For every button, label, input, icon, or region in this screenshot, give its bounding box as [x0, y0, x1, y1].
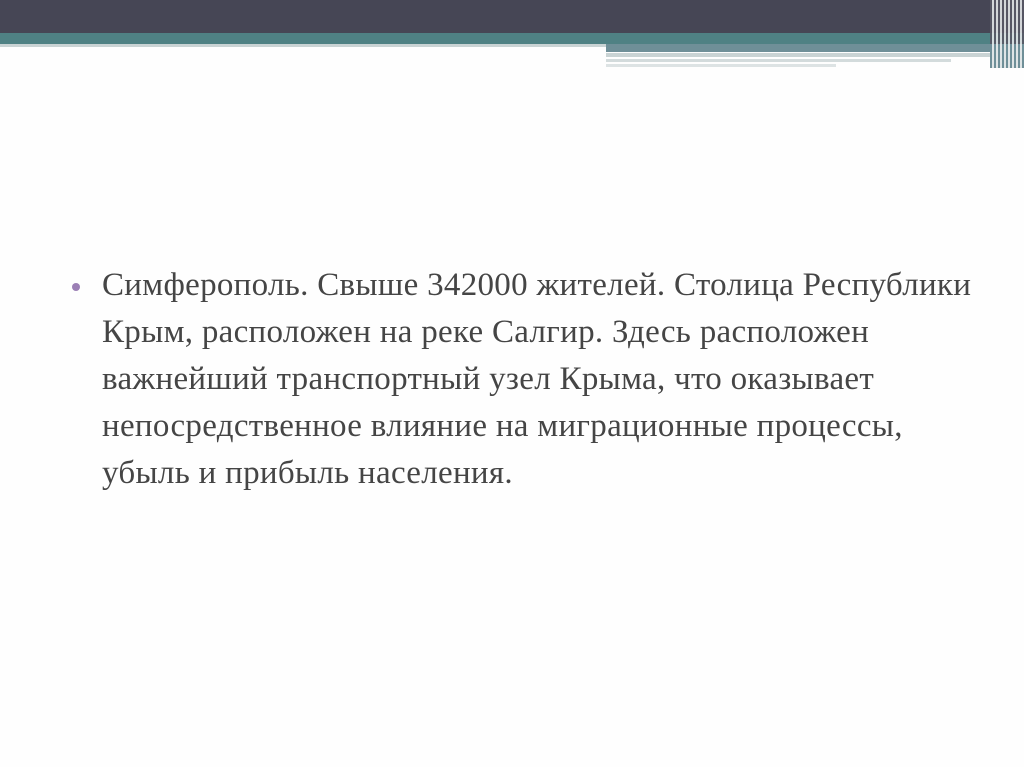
header-band-steel: [606, 44, 1024, 52]
header-band-teal: [0, 33, 1024, 44]
bullet-dot-icon: [72, 283, 80, 291]
header-line-pale-3: [606, 64, 836, 67]
header-line-pale-2: [606, 59, 951, 62]
bullet-text: Симферополь. Свыше 342000 жителей. Столица Республики Крым, расположен на реке Салгир. Здесь расположен важнейший транспортный узел Крыма, что оказывает непосредственное влияние на миграционные процессы, убыль и прибыль населения.: [102, 267, 972, 491]
bullet-item: [72, 262, 972, 497]
slide-body: [72, 262, 972, 497]
header-band-dark: [0, 0, 1024, 33]
header-stripes-decoration-lower: [990, 44, 1024, 68]
header-line-light: [0, 44, 606, 47]
header-line-pale-1: [606, 53, 1024, 57]
